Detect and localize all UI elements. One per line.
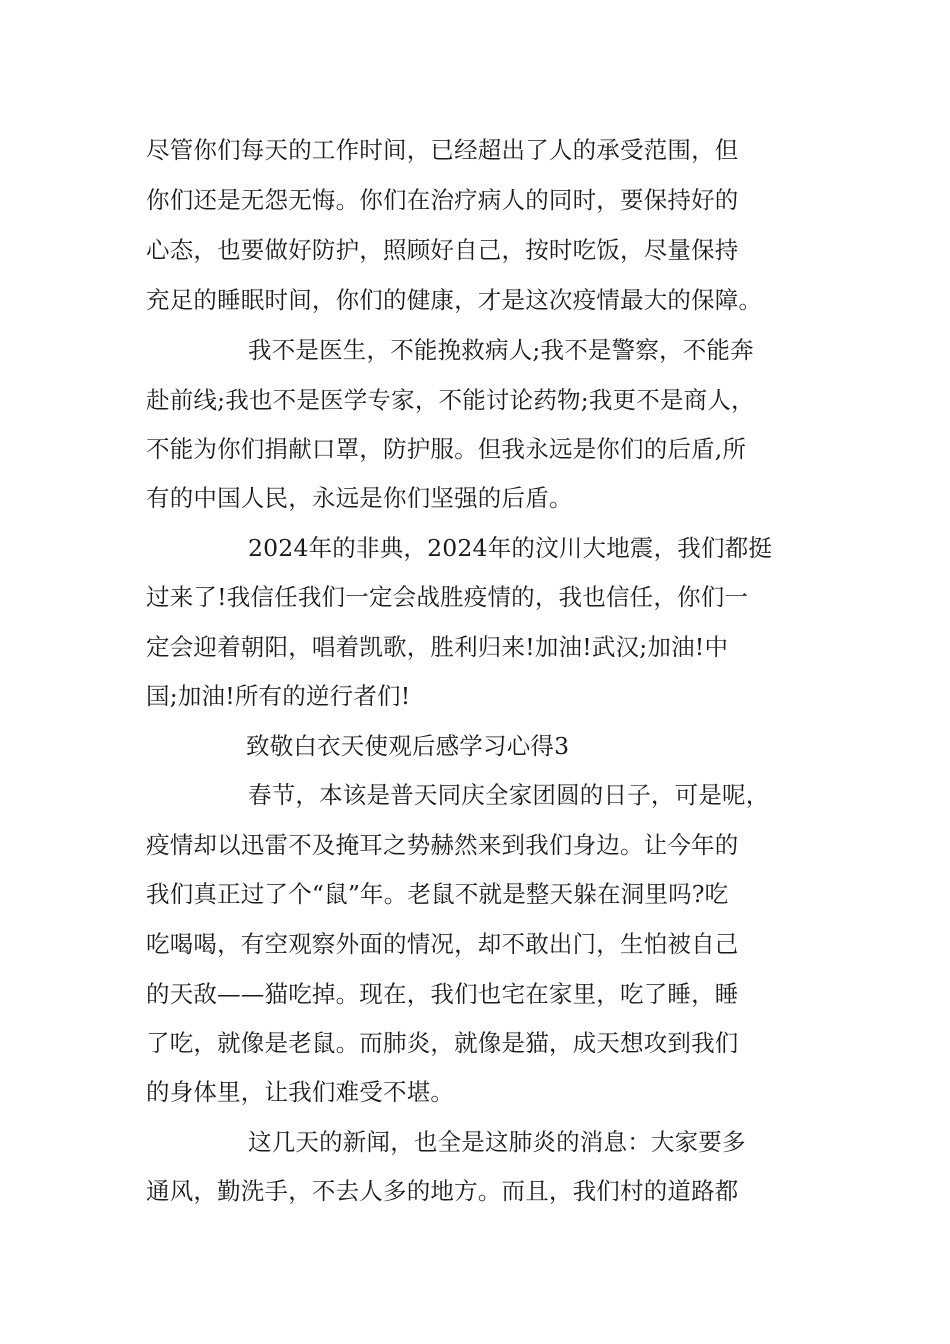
text-line: 的天敌——猫吃掉。现在，我们也宅在家里，吃了睡，睡 xyxy=(146,980,739,1008)
text-line: 定会迎着朝阳，唱着凯歌，胜利归来!加油!武汉;加油!中 xyxy=(146,633,729,661)
text-line: 赴前线;我也不是医学专家，不能讨论药物;我更不是商人， xyxy=(146,386,755,414)
text-line: 心态，也要做好防护，照顾好自己，按时吃饭，尽量保持 xyxy=(146,236,739,264)
paragraph-first-line: 春节，本该是普天同庆全家团圆的日子，可是呢， xyxy=(248,781,770,809)
text-line: 过来了!我信任我们一定会战胜疫情的，我也信任，你们一 xyxy=(146,583,749,611)
text-line: 你们还是无怨无悔。你们在治疗病人的同时，要保持好的 xyxy=(146,186,739,214)
text-line: 不能为你们捐献口罩，防护服。但我永远是你们的后盾,所 xyxy=(146,435,747,463)
text-line: 了吃，就像是老鼠。而肺炎，就像是猫，成天想攻到我们 xyxy=(146,1029,739,1057)
text-line: 吃喝喝，有空观察外面的情况，却不敢出门，生怕被自己 xyxy=(146,930,739,958)
text-line: 通风，勤洗手，不去人多的地方。而且，我们村的道路都 xyxy=(146,1177,739,1205)
text-line: 国;加油!所有的逆行者们! xyxy=(146,682,411,710)
paragraph-first-line: 我不是医生，不能挽救病人;我不是警察，不能奔 xyxy=(248,336,754,364)
section-title: 致敬白衣天使观后感学习心得3 xyxy=(246,732,570,760)
text-line: 有的中国人民，永远是你们坚强的后盾。 xyxy=(146,484,573,512)
text-line: 尽管你们每天的工作时间，已经超出了人的承受范围，但 xyxy=(146,136,739,164)
text-line: 的身体里，让我们难受不堪。 xyxy=(146,1078,455,1106)
text-line: 我们真正过了个“鼠”年。老鼠不就是整天躲在洞里吗?吃 xyxy=(146,880,729,908)
paragraph-first-line: 2024年的非典，2024年的汶川大地震，我们都挺 xyxy=(248,534,773,562)
text-line: 充足的睡眠时间，你们的健康，才是这次疫情最大的保障。 xyxy=(146,286,763,314)
text-line: 疫情却以迅雷不及掩耳之势赫然来到我们身边。让今年的 xyxy=(146,831,739,859)
paragraph-first-line: 这几天的新闻，也全是这肺炎的消息：大家要多 xyxy=(248,1128,746,1156)
